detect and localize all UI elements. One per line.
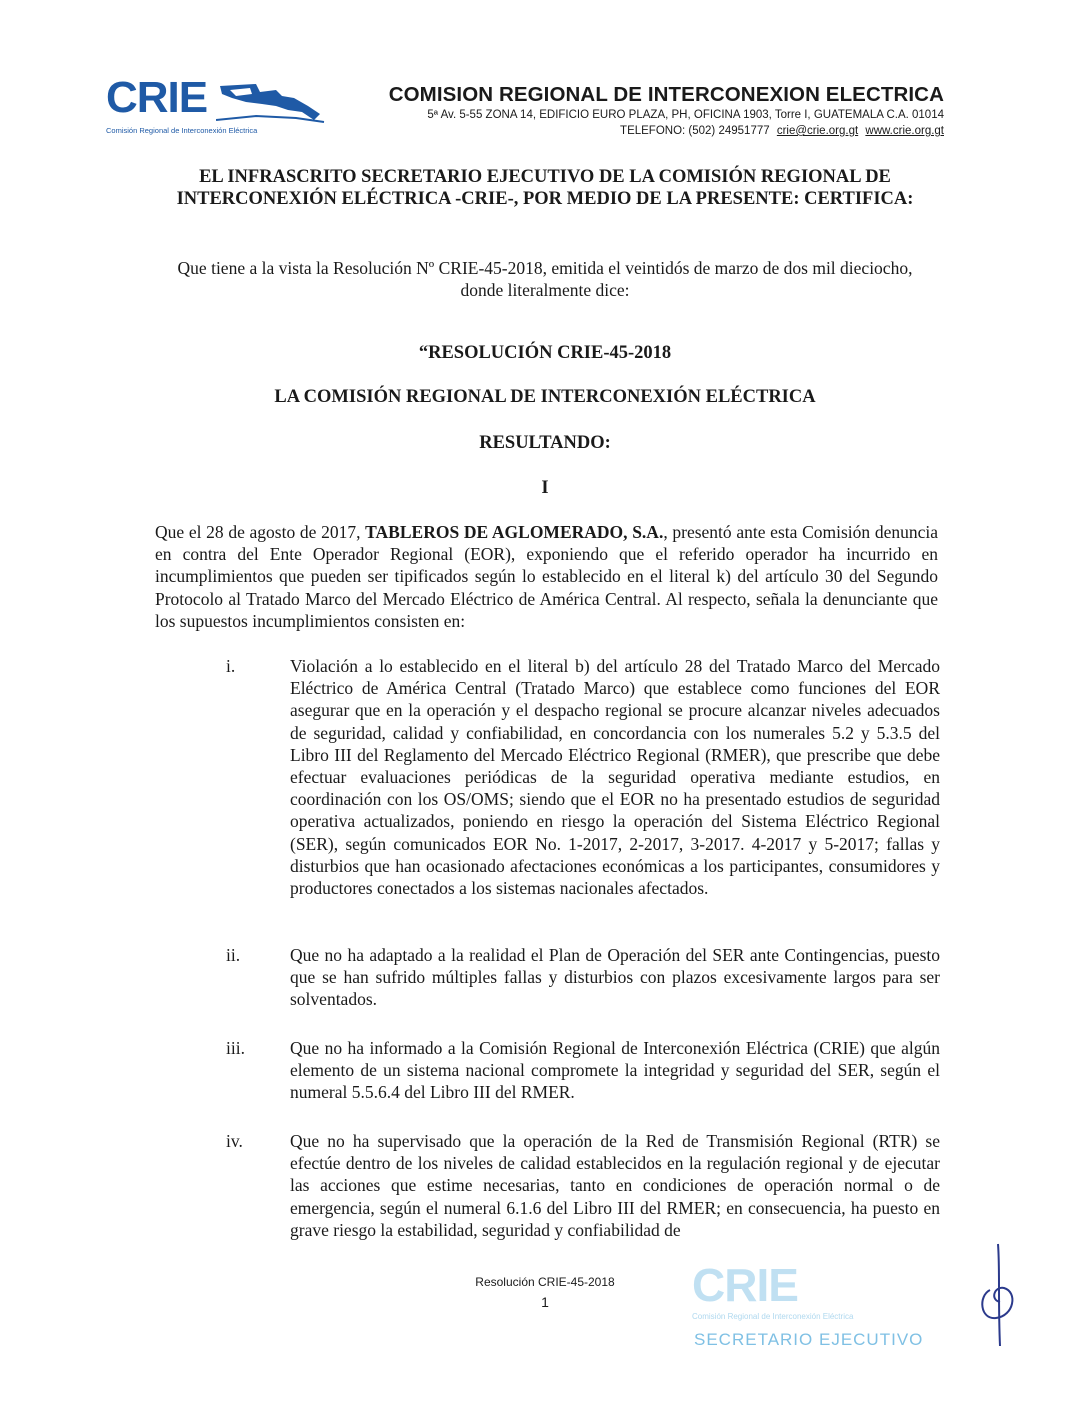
list-item-number: i. (226, 656, 236, 676)
section-numeral: I (541, 478, 549, 498)
secretary-stamp (692, 1259, 942, 1330)
organization-address: 5ª Av. 5-55 ZONA 14, EDIFICIO EURO PLAZA, PH, OFICINA 1903, Torre I, GUATEMALA C.A. 01014 (427, 109, 944, 121)
stamp-subtitle: Comisión Regional de Interconexión Eléctrica (692, 1312, 854, 1321)
stamp-logo-text: CRIE (692, 1259, 798, 1311)
footer-doc-reference: Resolución CRIE-45-2018 (475, 1275, 615, 1289)
page-number: 1 (541, 1294, 549, 1310)
organization-website-link[interactable]: www.crie.org.gt (865, 125, 944, 137)
paragraph-lead: Que el 28 de agosto de 2017, (155, 522, 366, 542)
organization-header (364, 83, 944, 139)
list-item-number: iv. (226, 1131, 243, 1151)
company-name: TABLEROS DE AGLOMERADO, S.A. (365, 522, 664, 542)
paragraph-rest: , presentó ante esta Comisión denuncia en contra del Ente Operador Regional (EOR), exponiendo que el referido operador ha incurrido en incumplimientos que pueden ser tipificados según lo establecido en el literal k) del artículo 30 del Segundo Protocolo al Tratado Marco del Mercado Eléctrico de América Central. Al respecto, señala la denunciante que los supuestos incumplimientos consisten en: (155, 522, 938, 631)
organization-name: COMISION REGIONAL DE INTERCONEXION ELECTRICA (388, 83, 944, 106)
list-item-number: iii. (226, 1038, 245, 1058)
logo-subtitle: Comisión Regional de Interconexión Eléctrica (106, 126, 258, 135)
stamp-title: SECRETARIO EJECUTIVO (694, 1330, 924, 1349)
crie-logo (106, 73, 330, 140)
organization-contact (364, 123, 944, 139)
central-america-map-icon (216, 80, 326, 124)
signature-icon (970, 1240, 1040, 1350)
certification-intro: Que tiene a la vista la Resolución Nº CRIE-45-2018, emitida el veintidós de marzo de dos mil dieciocho, donde literalmente dice: (177, 258, 913, 300)
certification-heading: EL INFRASCRITO SECRETARIO EJECUTIVO DE LA COMISIÓN REGIONAL DE INTERCONEXIÓN ELÉCTRICA -CRIE-, POR MEDIO DE LA PRESENTE: CERTIFICA: (176, 167, 914, 209)
organization-phone: TELEFONO: (502) 24951777 (620, 125, 770, 137)
list-item-text: Que no ha supervisado que la operación de la Red de Transmisión Regional (RTR) se efectúe dentro de los niveles de calidad establecidos en la regulación regional y de ejecutar las acciones que estime necesarias, tanto en condiciones de operación normal o de emergencia, según el numeral 6.1.6 del Libro III del RMER; en consecuencia, ha puesto en grave riesgo la estabilidad, seguridad y confiabilidad de (290, 1131, 940, 1240)
resultando-paragraph (155, 521, 938, 632)
list-item-number: ii. (226, 945, 241, 965)
list-item-text: Que no ha adaptado a la realidad el Plan de Operación del SER ante Contingencias, puesto que se han sufrido múltiples fallas y disturbios con plazos excesivamente largos para ser solventados. (290, 945, 940, 1010)
organization-email-link[interactable]: crie@crie.org.gt (776, 125, 859, 137)
logo-wordmark: CRIE (106, 73, 208, 122)
page-footer (400, 1272, 690, 1312)
list-item-text: Que no ha informado a la Comisión Regional de Interconexión Eléctrica (CRIE) que algún elemento de un sistema nacional compromete la integridad y seguridad del SER, según el numeral 5.5.6.4 del Libro III del RMER. (290, 1038, 940, 1103)
resolution-title: “RESOLUCIÓN CRIE-45-2018 (418, 343, 672, 363)
resolution-body-title: LA COMISIÓN REGIONAL DE INTERCONEXIÓN ELÉCTRICA (274, 387, 816, 407)
resultando-heading: RESULTANDO: (479, 433, 611, 453)
list-item-text: Violación a lo establecido en el literal b) del artículo 28 del Tratado Marco del Mercado Eléctrico de América Central (Tratado Marco) que establece como funciones del EOR asegurar que en la operación y el despacho regional se procure alcanzar niveles adecuados de seguridad, calidad y confiabilidad, en concordancia con los numerales 5.2 y 5.3.5 del Libro III del Reglamento del Mercado Eléctrico Regional (RMER), que prescribe que debe efectuar evaluaciones periódicas de la seguridad operativa mediante estudios, en coordinación con los OS/OMS; siendo que el EOR no ha presentado estudios de seguridad operativa actualizados, poniendo en riesgo la operación del Sistema Eléctrico Regional (SER), según comunicados EOR No. 1-2017, 2-2017, 3-2017. 4-2017 y 5-2017; fallas y disturbios que han ocasionado afectaciones económicas a los participantes, consumidores y productores conectados a los sistemas nacionales afectados. (290, 656, 940, 899)
